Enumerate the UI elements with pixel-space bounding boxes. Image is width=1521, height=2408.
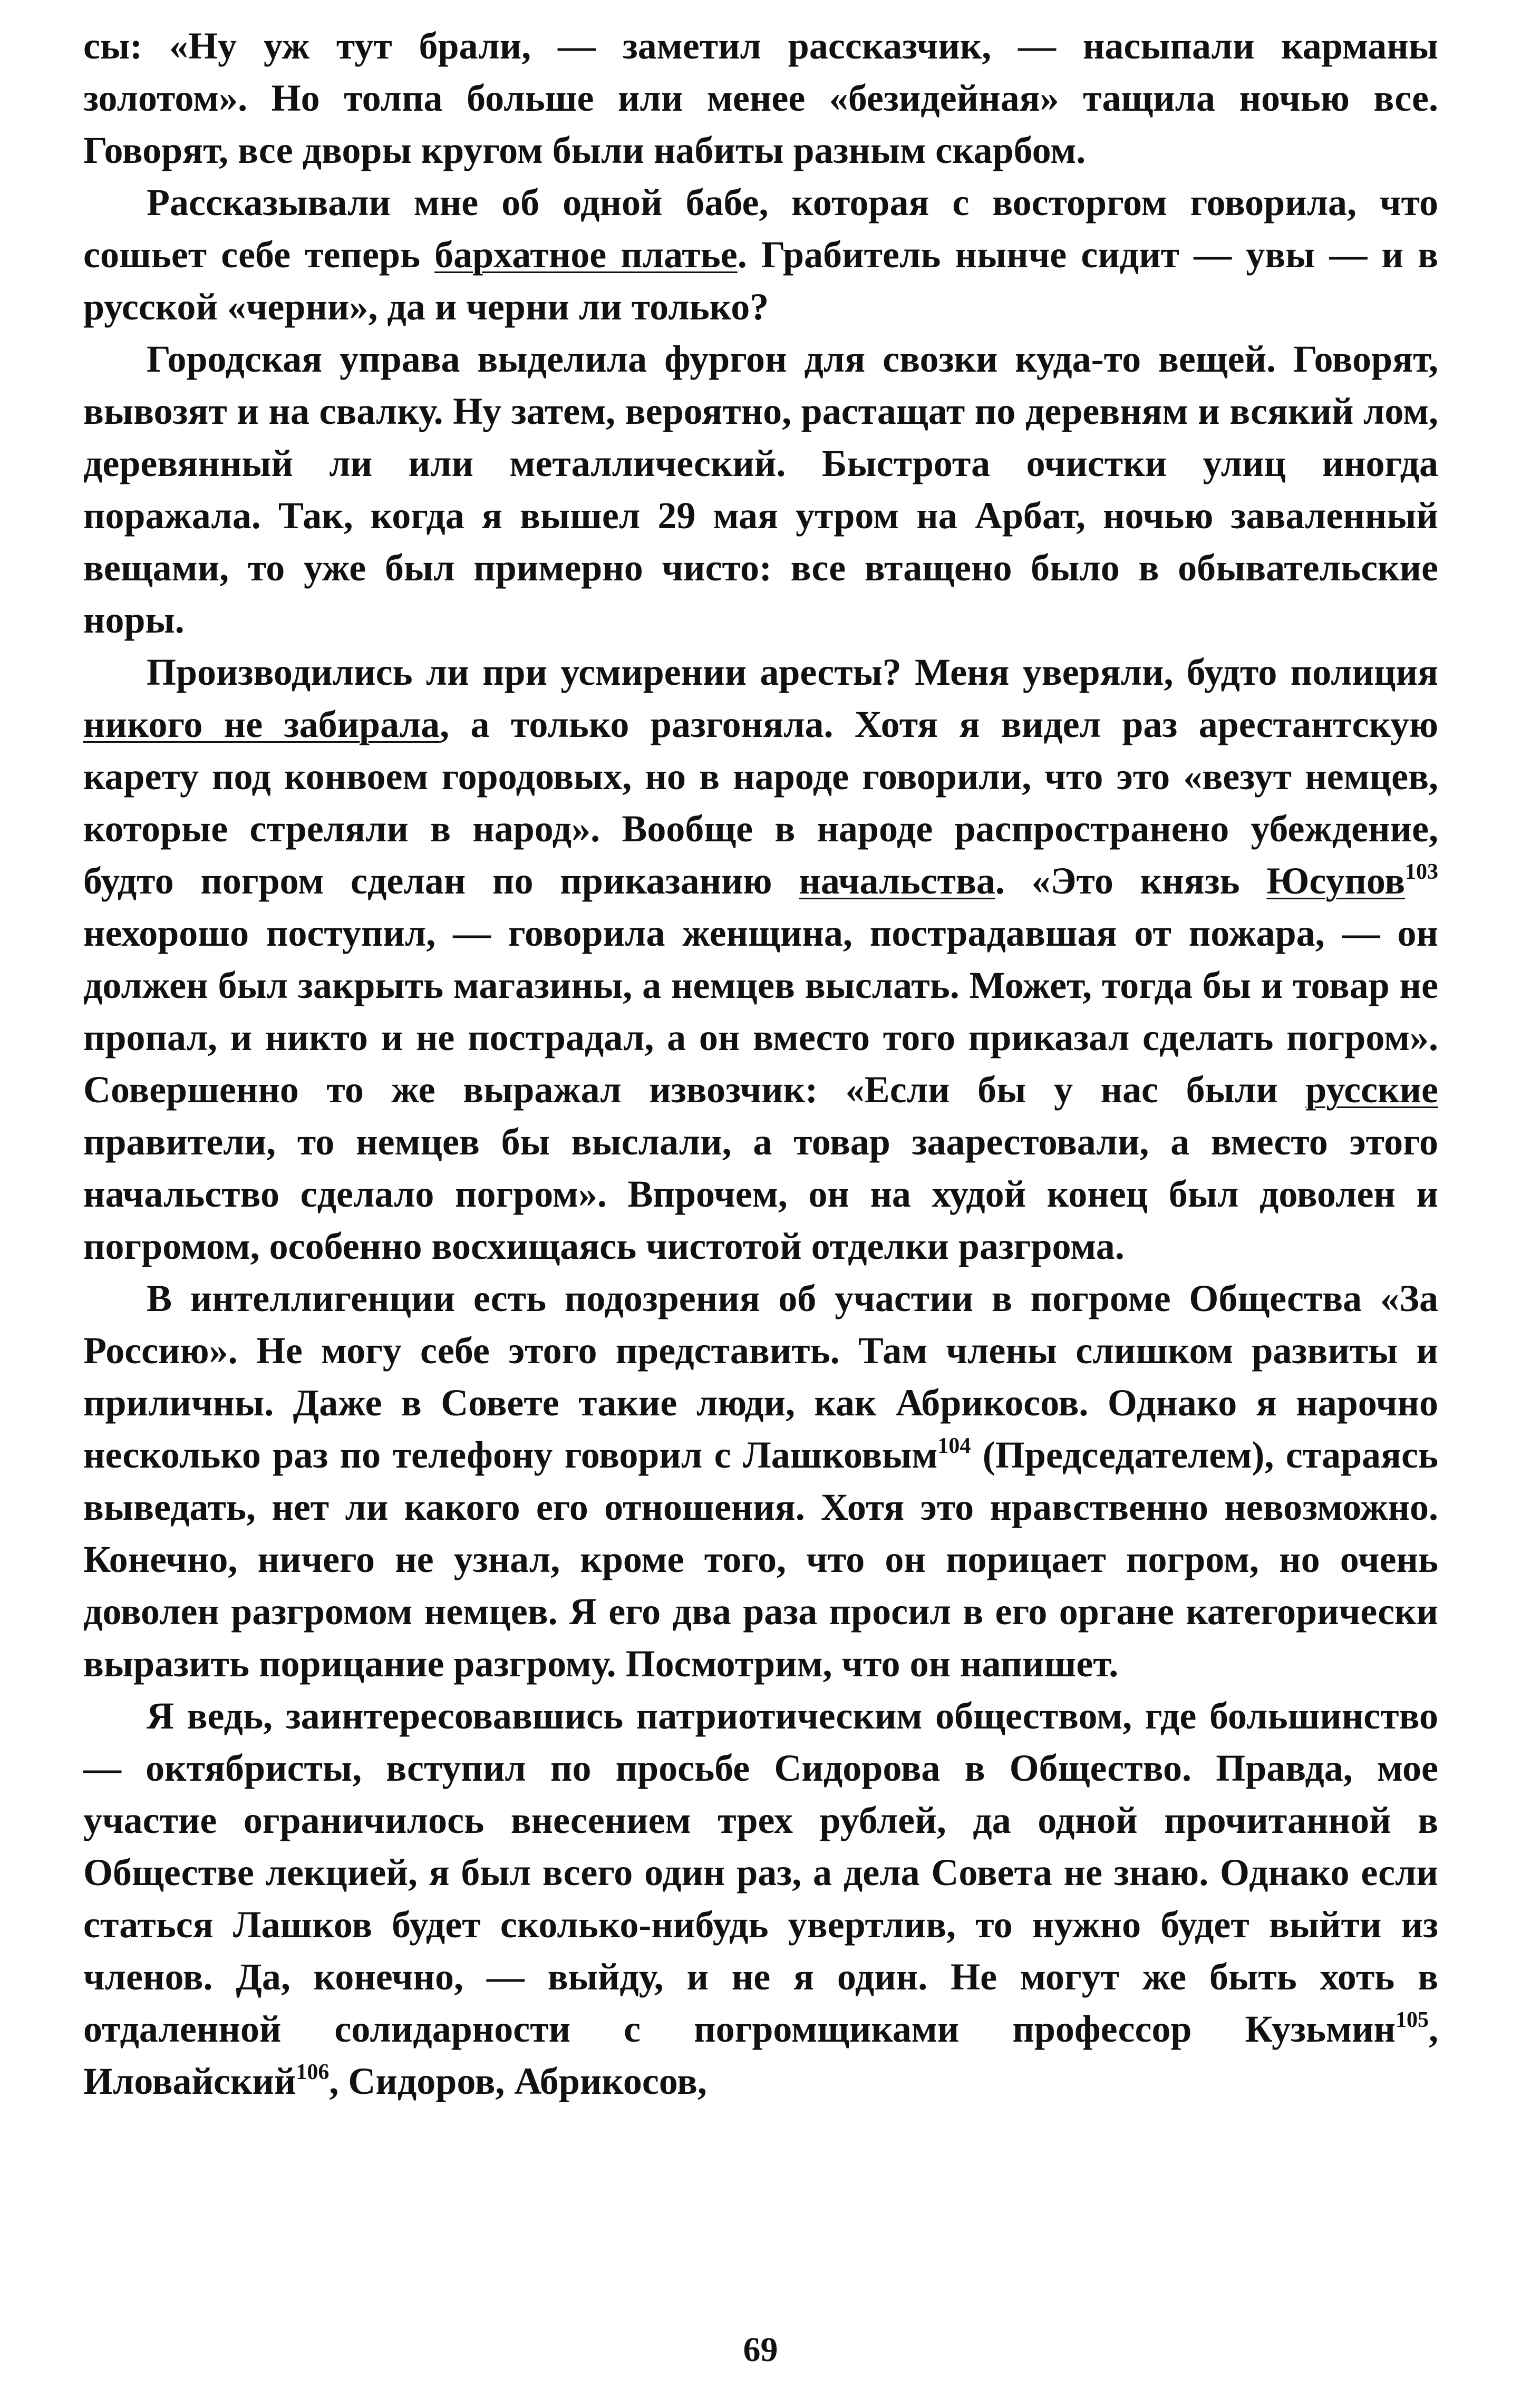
text-run: , Сидоров, Абрикосов,: [329, 2060, 707, 2102]
page-text: [83, 20, 1438, 2108]
text-run: нехорошо поступил, — говорила женщина, пострадавшая от пожара, — он должен был закрыть магазины, а немцев выслать. Может, тогда бы и товар не пропал, и никто и не пострадал, а он вместо того приказал сделать погром». Совершенно то же выражал извозчик: «Если бы у нас были: [83, 912, 1438, 1111]
paragraph: [83, 20, 1438, 177]
underlined-text: начальства: [799, 860, 995, 902]
text-run: сы: «Ну уж тут брали, — заметил рассказчик, — насыпали карманы золотом». Но толпа больше или менее «безидейная» тащила ночью все. Говорят, все дворы кругом были набиты разным скарбом.: [83, 25, 1438, 171]
footnote-marker: 106: [296, 2060, 330, 2084]
underlined-text: Юсупов: [1266, 860, 1406, 902]
footnote-marker: 103: [1405, 860, 1439, 884]
paragraph: [83, 333, 1438, 646]
text-run: . «Это князь: [995, 860, 1267, 902]
text-run: В интеллигенции есть подозрения об участии в погроме Общества «За Россию». Не могу себе этого представить. Там члены слишком развиты и приличны. Даже в Совете такие люди, как Абрикосов. Однако я нарочно несколько раз по телефону говорил с Лашковым: [83, 1277, 1438, 1476]
underlined-text: русские: [1305, 1069, 1438, 1111]
footnote-marker: 105: [1396, 2008, 1429, 2032]
paragraph: [83, 177, 1438, 333]
text-run: , а только разгоняла. Хотя я видел раз арестантскую карету под конвоем городовых, но в народе говорили, что это «везут немцев, которые стреляли в народ». Вообще в народе распространено убеждение, будто погром сделан по приказанию: [83, 703, 1438, 902]
text-run: , Иловайский: [83, 2008, 1438, 2102]
paragraph: [83, 646, 1438, 1273]
underlined-text: никого не забирала: [83, 703, 440, 745]
text-run: правители, то немцев бы выслали, а товар заарестовали, а вместо этого начальство сделало погром». Впрочем, он на худой конец был доволен и погромом, особенно восхищаясь чистотой отделки разгрома.: [83, 1121, 1438, 1267]
text-run: Рассказывали мне об одной бабе, которая с восторгом говорила, что сошьет себе теперь: [83, 181, 1438, 276]
text-run: Я ведь, заинтересовавшись патриотическим обществом, где большинство — октябристы, вступил по просьбе Сидорова в Общество. Правда, мое участие ограничилось внесением трех рублей, да одной прочитанной в Обществе лекцией, я был всего один раз, а дела Совета не знаю. Однако если статься Лашков будет сколько-нибудь увертлив, то нужно будет выйти из членов. Да, конечно, — выйду, и не я один. Не могут же быть хоть в отдаленной солидарности с погромщиками профессор Кузьмин: [83, 1695, 1438, 2050]
text-run: Производились ли при усмирении аресты? Меня уверяли, будто полиция: [147, 651, 1438, 693]
paragraph: [83, 1690, 1438, 2108]
paragraph: [83, 1273, 1438, 1690]
footnote-marker: 104: [937, 1434, 971, 1458]
underlined-text: бархатное платье: [434, 234, 738, 276]
page-number: 69: [743, 2331, 778, 2369]
text-run: . Грабитель нынче сидит — увы — и в русской «черни», да и черни ли только?: [83, 234, 1438, 328]
text-run: Городская управа выделила фургон для свозки куда-то вещей. Говорят, вывозят и на свалку. Ну затем, вероятно, растащат по деревням и всякий лом, деревянный ли или металлический. Быстрота очистки улиц иногда поражала. Так, когда я вышел 29 мая утром на Арбат, ночью заваленный вещами, то уже был примерно чисто: все втащено было в обывательские норы.: [83, 338, 1438, 641]
text-run: (Председателем), стараясь выведать, нет ли какого его отношения. Хотя это нравственно невозможно. Конечно, ничего не узнал, кроме того, что он порицает погром, но очень доволен разгромом немцев. Я его два раза просил в его органе категорически выразить порицание разгрому. Посмотрим, что он напишет.: [83, 1434, 1438, 1685]
